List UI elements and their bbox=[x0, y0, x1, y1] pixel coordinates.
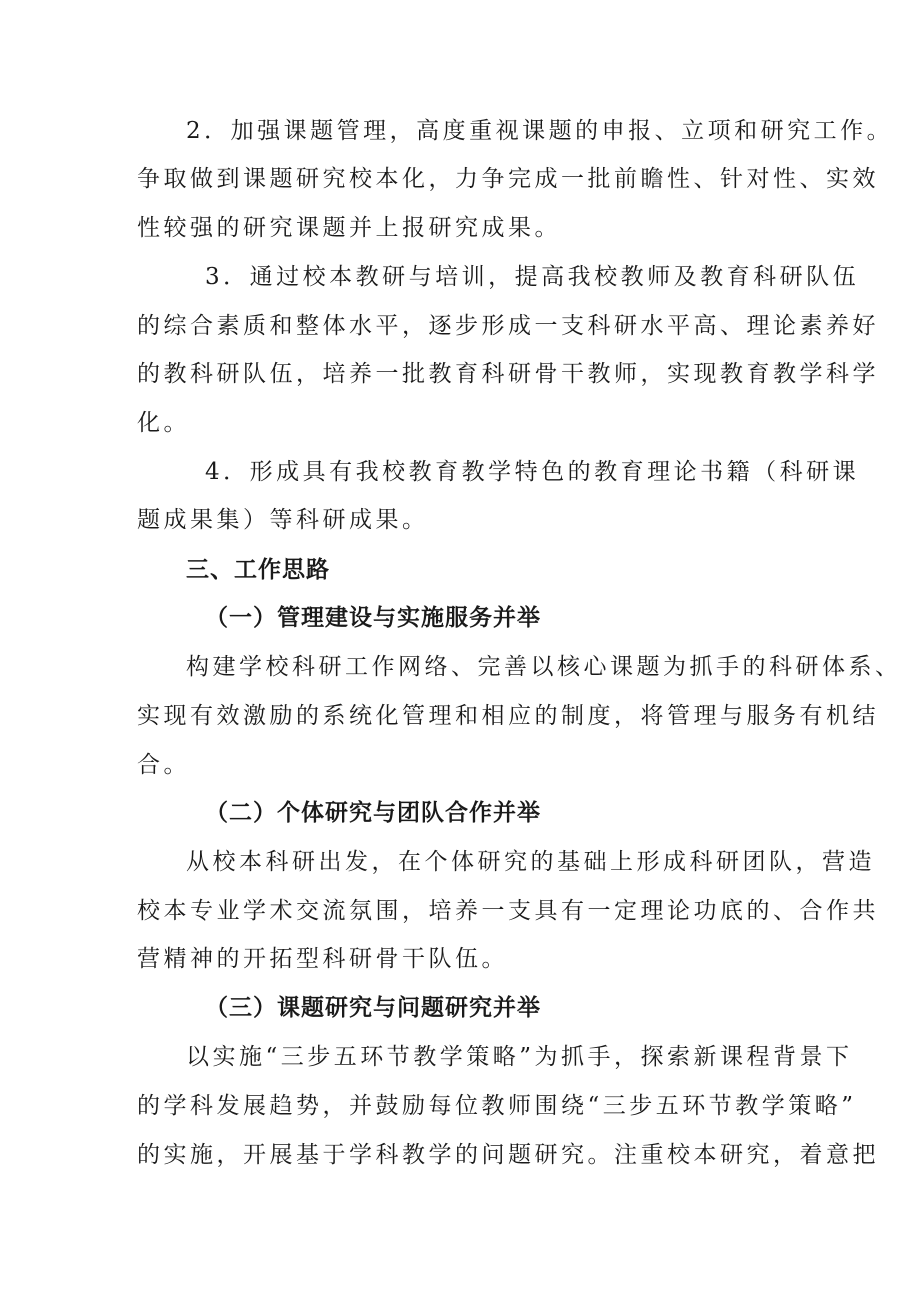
paragraph-line: 以实施“三步五环节教学策略”为抓手，探索新课程背景下 bbox=[186, 1044, 853, 1070]
paragraph-line: 校本专业学术交流氛围，培养一支具有一定理论功底的、合作共 bbox=[137, 898, 879, 924]
paragraph-line: 性较强的研究课题并上报研究成果。 bbox=[137, 215, 561, 241]
section-heading: 三、工作思路 bbox=[186, 556, 330, 583]
paragraph-line: 争取做到课题研究校本化，力争完成一批前瞻性、针对性、实效 bbox=[137, 166, 879, 192]
paragraph-line: 3．通过校本教研与培训，提高我校教师及教育科研队伍 bbox=[205, 264, 860, 290]
paragraph-line: 实现有效激励的系统化管理和相应的制度，将管理与服务有机结 bbox=[137, 703, 879, 729]
paragraph-line: 题成果集）等科研成果。 bbox=[137, 507, 429, 533]
subsection-heading: （三）课题研究与问题研究并举 bbox=[205, 994, 541, 1021]
paragraph-line: 从校本科研出发，在个体研究的基础上形成科研团队，营造 bbox=[186, 849, 875, 875]
paragraph-line: 的实施，开展基于学科教学的问题研究。注重校本研究，着意把 bbox=[137, 1142, 879, 1168]
paragraph-line: 营精神的开拓型科研骨干队伍。 bbox=[137, 946, 508, 972]
paragraph-line: 的学科发展趋势，并鼓励每位教师围绕“三步五环节教学策略” bbox=[137, 1093, 857, 1119]
subsection-heading: （二）个体研究与团队合作并举 bbox=[205, 799, 541, 826]
paragraph-line: 4．形成具有我校教育教学特色的教育理论书籍（科研课 bbox=[205, 459, 860, 485]
paragraph-line: 的综合素质和整体水平，逐步形成一支科研水平高、理论素养好 bbox=[137, 313, 879, 339]
paragraph-line: 构建学校科研工作网络、完善以核心课题为抓手的科研体系、 bbox=[186, 654, 902, 680]
subsection-heading: （一）管理建设与实施服务并举 bbox=[205, 604, 541, 631]
paragraph-line: 合。 bbox=[137, 752, 190, 778]
paragraph-line: 2．加强课题管理，高度重视课题的申报、立项和研究工作。 bbox=[186, 118, 894, 144]
paragraph-line: 化。 bbox=[137, 410, 190, 436]
paragraph-line: 的教科研队伍，培养一批教育科研骨干教师，实现教育教学科学 bbox=[137, 361, 879, 387]
